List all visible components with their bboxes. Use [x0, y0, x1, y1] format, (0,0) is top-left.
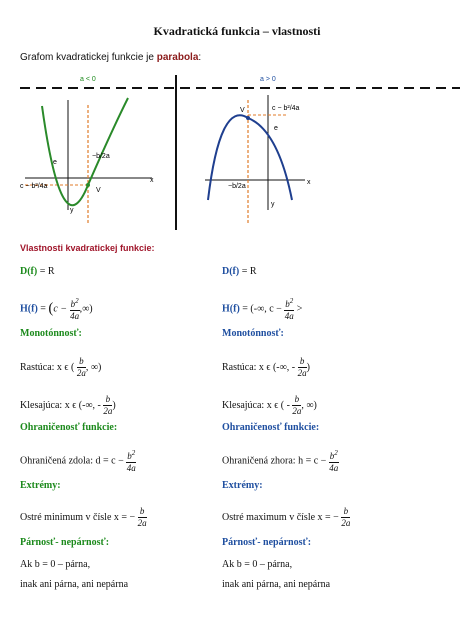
- left-range: [20, 296, 93, 322]
- left-range-sq: 2: [75, 297, 79, 305]
- left-bound-den: 4a: [126, 463, 136, 473]
- left-rast-den: 2a: [76, 368, 86, 378]
- left-par1: Ak b = 0 – párna,: [20, 559, 91, 570]
- right-range-end: >: [294, 303, 303, 315]
- right-kles-num: b: [294, 394, 300, 404]
- left-kles: [20, 394, 116, 417]
- page-title: Kvadratická funkcia – vlastnosti: [153, 24, 321, 38]
- right-rast-num: b: [299, 356, 305, 366]
- right-y: y: [271, 201, 275, 208]
- right-rast-den: 2a: [297, 368, 307, 378]
- left-domain-label: D(f): [20, 266, 38, 277]
- right-range: [222, 296, 302, 322]
- left-ext-text: Ostré minimum v čísle x = −: [20, 511, 136, 523]
- right-bound-text: Ohraničená zhora: h = c −: [222, 455, 327, 467]
- intro-text: [20, 52, 201, 63]
- left-rast-frac: [77, 356, 86, 379]
- left-x: x: [150, 177, 154, 184]
- right-range-b: b: [285, 299, 290, 309]
- left-range-den: 4a: [70, 311, 80, 321]
- left-range-end: ,∞): [79, 303, 93, 315]
- left-y: y: [70, 207, 74, 214]
- right-par1: Ak b = 0 – párna,: [222, 559, 293, 570]
- left-range-prefix: =: [37, 303, 49, 315]
- right-axis-label: −b/2a: [228, 183, 246, 190]
- graphs-figure: [20, 70, 460, 230]
- left-bound-title: Ohraničenosť funkcie:: [20, 422, 118, 433]
- left-kles-num: b: [105, 394, 111, 404]
- left-kles-den: 2a: [103, 406, 113, 416]
- left-range-frac: [70, 296, 80, 322]
- right-vertex-point: [246, 116, 250, 120]
- left-vertex-point: [86, 183, 90, 187]
- left-bound-text: Ohraničená zdola: d = c −: [20, 455, 124, 467]
- right-domain-value: = R: [239, 266, 257, 277]
- right-vertex: V: [240, 107, 245, 114]
- left-bound-frac: [126, 448, 136, 474]
- right-kles-den: 2a: [292, 406, 302, 416]
- right-e: e: [274, 125, 278, 132]
- right-rast-text: Rastúca: x ϵ (-∞, -: [222, 361, 296, 373]
- left-vertex: V: [96, 187, 101, 194]
- right-ext-den: 2a: [341, 518, 351, 528]
- right-rast-frac: [298, 356, 307, 379]
- left-range-c: c −: [53, 303, 68, 315]
- right-rast-end: ): [306, 361, 310, 373]
- left-par-title: Párnosť- nepárnosť:: [20, 537, 110, 548]
- right-domain-label: D(f): [222, 266, 240, 277]
- left-parabola: [42, 98, 128, 205]
- left-bound: [20, 448, 136, 474]
- right-parabola: [208, 115, 292, 200]
- right-ext-title: Extrémy:: [222, 480, 263, 491]
- left-kles-end: ): [112, 399, 116, 411]
- left-ext-num: b: [139, 506, 145, 516]
- left-range-b: b: [70, 299, 76, 309]
- intro-end: :: [198, 52, 202, 63]
- section-title: Vlastnosti kvadratickej funkcie:: [20, 243, 155, 253]
- right-domain: [222, 266, 257, 277]
- right-ext-text: Ostré maximum v čísle x = −: [222, 511, 339, 523]
- left-ext: [20, 506, 147, 529]
- left-axis-label: −b/2a: [92, 153, 110, 160]
- left-param: a < 0: [80, 76, 96, 83]
- right-range-den: 4a: [284, 311, 294, 321]
- left-domain-value: = R: [37, 266, 55, 277]
- left-ext-den: 2a: [137, 518, 147, 528]
- right-bound-sq: 2: [334, 449, 338, 457]
- right-bound-frac: [329, 448, 339, 474]
- left-ext-title: Extrémy:: [20, 480, 61, 491]
- left-par2: inak ani párna, ani nepárna: [20, 579, 129, 590]
- right-rast: [222, 356, 310, 379]
- right-range-frac: [284, 296, 294, 322]
- right-kles-end: , ∞): [301, 399, 317, 411]
- left-bound-b: b: [127, 451, 132, 461]
- right-ext-frac: [341, 506, 350, 529]
- right-range-sq: 2: [289, 297, 294, 305]
- right-bound-b: b: [329, 451, 335, 461]
- left-bound-sq: 2: [131, 449, 136, 457]
- right-ext-num: b: [343, 506, 349, 516]
- left-mono-title: Monotónnosť:: [20, 328, 82, 339]
- right-kles: [222, 394, 317, 417]
- left-range-label: H(f): [20, 303, 38, 315]
- intro-highlight: parabola: [156, 52, 199, 63]
- right-par-title: Párnosť- nepárnosť:: [222, 537, 312, 548]
- left-kles-text: Klesajúca: x ϵ (-∞, -: [20, 399, 101, 411]
- right-ext: [222, 506, 350, 529]
- right-mono-title: Monotónnosť:: [222, 328, 284, 339]
- right-bound-den: 4a: [329, 463, 339, 473]
- right-range-prefix: = (-∞, c −: [239, 303, 282, 315]
- right-c-label: c − b²/4a: [272, 105, 300, 112]
- right-bound-title: Ohraničenosť funkcie:: [222, 422, 320, 433]
- right-x: x: [307, 179, 311, 186]
- left-c-label: c − b²/4a: [20, 183, 48, 190]
- left-ext-frac: [138, 506, 147, 529]
- left-rast-text: Rastúca: x ϵ (: [20, 361, 75, 373]
- left-rast-num: b: [79, 356, 84, 366]
- left-domain: [20, 266, 55, 277]
- right-bound: [222, 448, 339, 474]
- right-par2: inak ani párna, ani nepárna: [222, 579, 331, 590]
- intro-label: Grafom kvadratickej funkcie je: [20, 52, 157, 63]
- left-rast-end: , ∞): [85, 361, 102, 373]
- left-range-paren: (: [48, 300, 54, 317]
- left-e: e: [53, 159, 57, 166]
- right-range-label: H(f): [222, 303, 240, 315]
- right-kles-text: Klesajúca: x ϵ ( -: [222, 399, 290, 411]
- right-param: a > 0: [260, 76, 276, 83]
- left-rast: [20, 356, 101, 379]
